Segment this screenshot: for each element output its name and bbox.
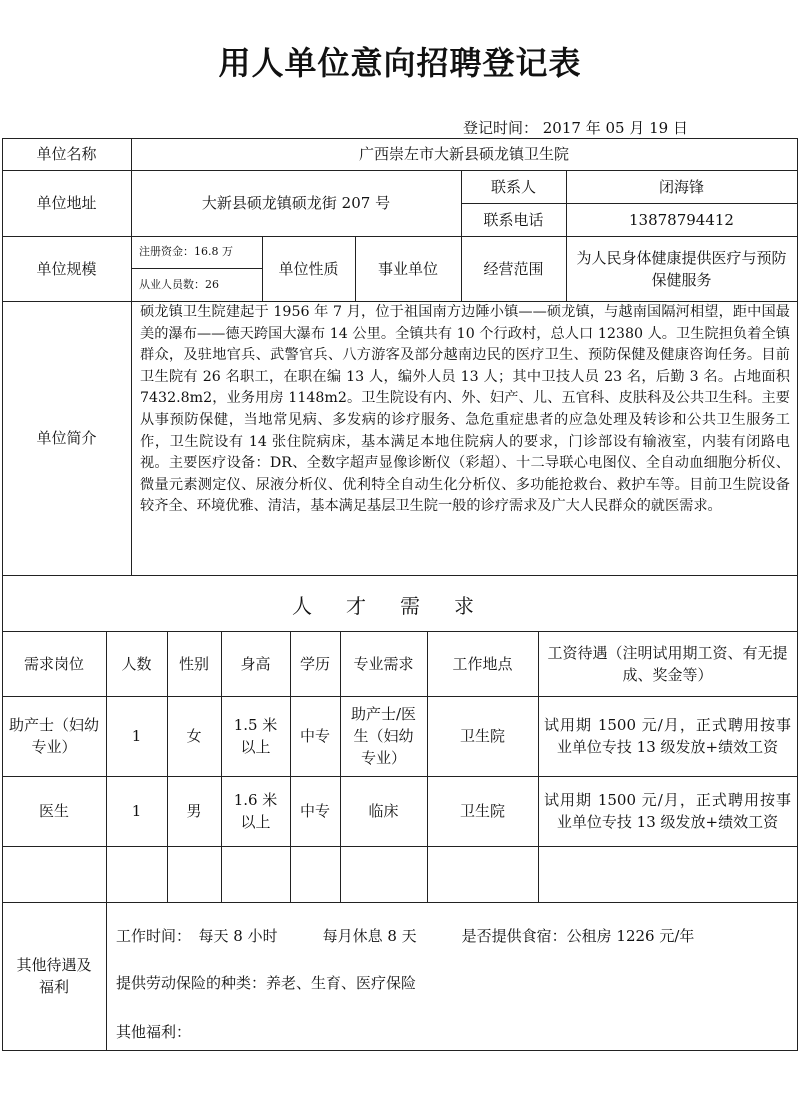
unit-nature-value: 事业单位 [377, 259, 438, 278]
registered-capital: 注册资金：16.8 万 [139, 245, 233, 258]
business-scope-label: 经营范围 [483, 259, 544, 278]
row-salary: 试用期 1500 元/月，正式聘用按事业单位专技 13 级发放+绩效工资 [544, 716, 791, 756]
unit-address-value: 大新县硕龙镇硕龙街 207 号 [201, 194, 391, 212]
unit-intro-text: 硕龙镇卫生院建起于 1956 年 7 月，位于祖国南方边陲小镇——硕龙镇，与越南国隔河相望，距中国最美的瀑布——德天跨国大瀑布 14 公里。全镇共有 10 个行政村，总人口 12380 人。卫生院担负着全镇群众，及驻地官兵、武警官兵、八方游客及部分越南边民的医疗卫生、预防保健及健康咨询任务。目前卫生院有 26 名职工，在职在编 13 人，编外人员 13 人；其中卫技人员 23 名，后勤 3 名。占地面积 7432.8m2，业务用房 1148m2。卫生院设有内、外、妇产、儿、五官科、皮肤科及公共卫生科。主要从事预防保健，当地常见病、多发病的诊疗服务、急危重症患者的应急处理及转诊和公共卫生服务工作，卫生院设有 14 张住院病床，基本满足本地住院病人的要求，门诊部设有输液室，内装有闭路电视。主要医疗设备：DR、全数字超声显像诊断仪（彩超）、十二导联心电图仪、全自动血细胞分析仪、微量元素测定仪、尿液分析仪、优利特全自动生化分析仪、多功能抢救台、救护车等。目前卫生院设备较齐全、环境优雅、清洁，基本满足基层卫生院一般的诊疗需求及广大人民群众的就医需求。 [140, 304, 790, 515]
unit-name-value: 广西崇左市大新县硕龙镇卫生院 [358, 145, 569, 163]
row-height: 1.5 米以上 [233, 716, 278, 756]
col-gender: 性别 [178, 654, 209, 673]
row-post: 医生 [38, 802, 69, 820]
row-workplace: 卫生院 [459, 727, 505, 745]
benefits-insurance: 提供劳动保险的种类：养老、生育、医疗保险 [116, 974, 417, 992]
col-education: 学历 [299, 654, 330, 673]
unit-address-label: 单位地址 [36, 194, 97, 212]
row-education: 中专 [299, 727, 330, 745]
col-salary: 工资待遇（注明试用期工资、有无提成、奖金等） [547, 643, 788, 684]
business-scope-value: 为人民身体健康提供医疗与预防保健服务 [576, 248, 787, 289]
benefits-work-hours: 工作时间： 每天 8 小时 每月休息 8 天 是否提供食宿：公租房 1226 元/年 [116, 927, 695, 945]
benefits-other: 其他福利： [116, 1023, 192, 1041]
row-workplace: 卫生院 [459, 802, 505, 820]
col-workplace: 工作地点 [452, 654, 513, 673]
unit-name-label: 单位名称 [36, 145, 97, 163]
row-count: 1 [131, 727, 142, 745]
row-gender: 男 [186, 802, 202, 820]
page-title: 用人单位意向招聘登记表 [218, 44, 582, 82]
row-count: 1 [131, 802, 142, 820]
registration-date: 登记时间： 2017 年 05 月 19 日 [463, 119, 688, 137]
unit-nature-label: 单位性质 [278, 259, 339, 278]
row-salary: 试用期 1500 元/月，正式聘用按事业单位专技 13 级发放+绩效工资 [544, 791, 791, 831]
staff-count: 从业人员数：26 [139, 277, 219, 291]
contact-value: 闭海锋 [658, 177, 704, 196]
row-major: 助产士/医生（妇幼专业） [350, 705, 417, 767]
unit-intro-label: 单位简介 [36, 429, 97, 447]
row-height: 1.6 米以上 [233, 791, 278, 831]
contact-label: 联系人 [490, 177, 536, 196]
row-gender: 女 [186, 727, 202, 745]
unit-scale-label: 单位规模 [36, 259, 97, 278]
benefits-label: 其他待遇及福利 [16, 956, 92, 996]
talent-demand-heading: 人才需求 [292, 594, 508, 618]
col-post: 需求岗位 [23, 654, 84, 673]
row-education: 中专 [299, 802, 330, 820]
row-post: 助产士（妇幼专业） [8, 716, 99, 756]
phone-value: 13878794412 [629, 210, 734, 229]
col-count: 人数 [121, 654, 152, 673]
col-major: 专业需求 [353, 654, 414, 673]
phone-label: 联系电话 [483, 210, 544, 229]
row-major: 临床 [368, 802, 399, 820]
col-height: 身高 [240, 654, 271, 673]
